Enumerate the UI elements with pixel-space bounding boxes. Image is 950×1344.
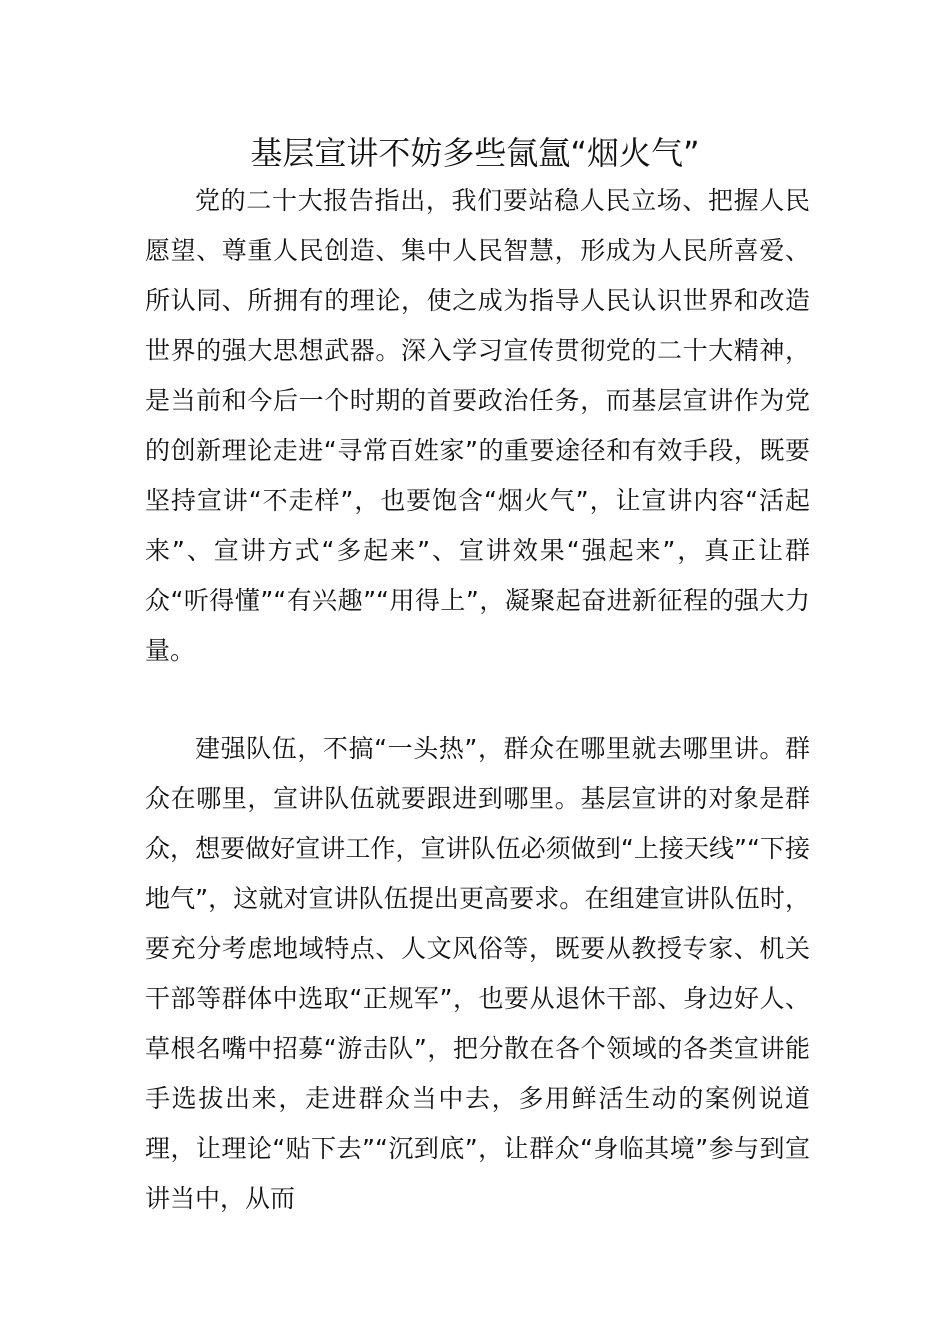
- paragraph-team-building: 建强队伍，不搞“一头热”，群众在哪里就去哪里讲。群众在哪里，宣讲队伍就要跟进到哪里。基层宣讲的对象是群众，想要做好宣讲工作，宣讲队伍必须做到“上接天线”“下接地气”，这就对宣讲队伍提出更高要求。在组建宣讲队伍时，要充分考虑地域特点、人文风俗等，既要从教授专家、机关干部等群体中选取“正规军”，也要从退休干部、身边好人、草根名嘴中招募“游击队”，把分散在各个领域的各类宣讲能手选拔出来，走进群众当中去，多用鲜活生动的案例说道理，让理论“贴下去”“沉到底”，让群众“身临其境”参与到宣讲当中，从而: [145, 734, 810, 1213]
- paragraph-intro: 党的二十大报告指出，我们要站稳人民立场、把握人民愿望、尊重人民创造、集中人民智慧，形成为人民所喜爱、所认同、所拥有的理论，使之成为指导人民认识世界和改造世界的强大思想武器。深入学习宣传贯彻党的二十大精神，是当前和今后一个时期的首要政治任务，而基层宣讲作为党的创新理论走进“寻常百姓家”的重要途径和有效手段，既要坚持宣讲“不走样”，也要饱含“烟火气”，让宣讲内容“活起来”、宣讲方式“多起来”、宣讲效果“强起来”，真正让群众“听得懂”“有兴趣”“用得上”，凝聚起奋进新征程的强大力量。: [145, 186, 810, 665]
- document-title: 基层宣讲不妨多些氤氲“烟火气”: [250, 134, 700, 172]
